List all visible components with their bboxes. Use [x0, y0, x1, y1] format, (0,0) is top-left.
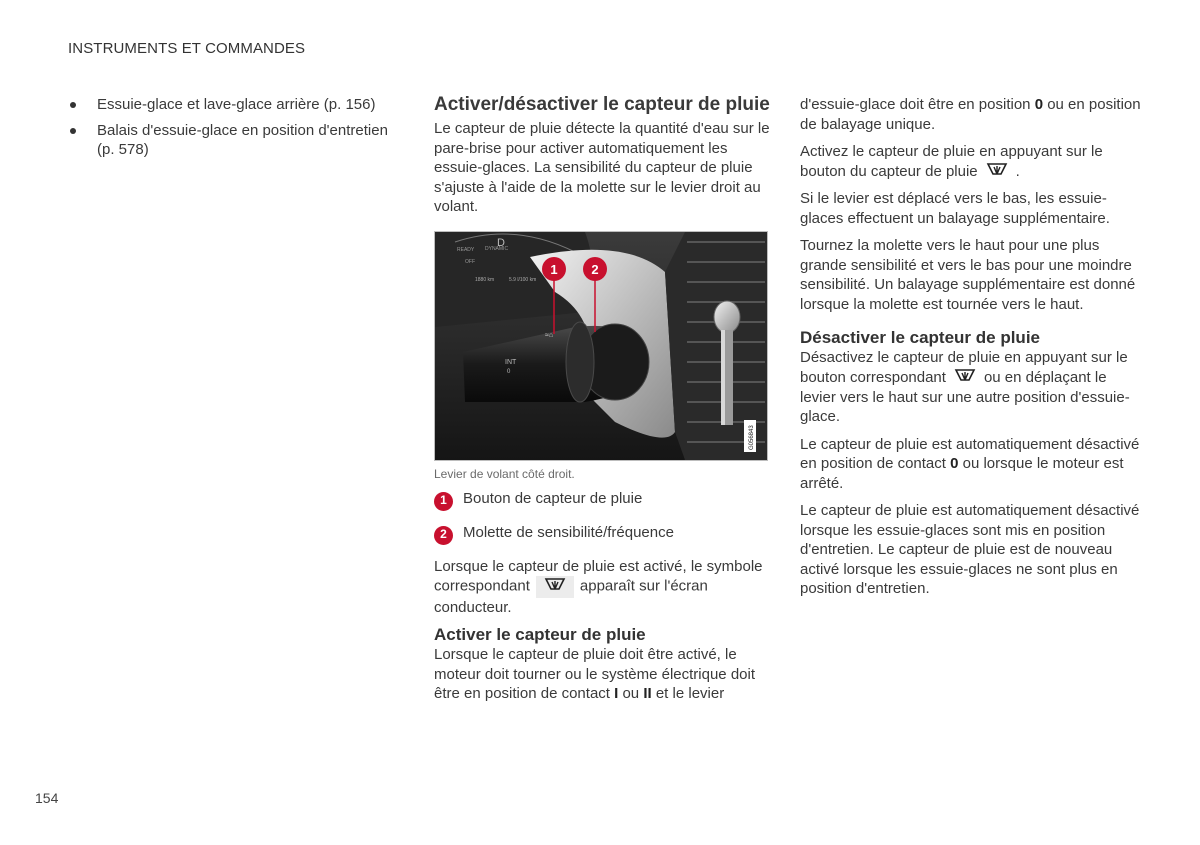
- wiper-position-0: 0: [1034, 96, 1044, 113]
- rain-sensor-button-icon-2: [946, 368, 984, 388]
- svg-text:OFF: OFF: [465, 258, 475, 265]
- auto-text-1: Le capteur de pluie est automatiquement désactivé en position de contact: [800, 435, 1140, 473]
- svg-text:1880 km: 1880 km: [475, 276, 495, 283]
- activate-text-2: et le levier: [655, 685, 725, 702]
- continued-paragraph: [800, 95, 1145, 134]
- deactivate-subheading: Désactiver le capteur de pluie: [800, 328, 1040, 348]
- callout-text-1: Bouton de capteur de pluie: [463, 489, 643, 507]
- activate-instruction: [800, 142, 1145, 181]
- cont-text-2: ou en position de balayage unique.: [800, 96, 1141, 133]
- deactivate-text-after: ou en déplaçant le levier vers le haut sur une autre position d'essuie-glace.: [800, 368, 1130, 426]
- symbol-text-after: apparaît sur l'écran conducteur.: [434, 577, 708, 616]
- svg-text:D: D: [497, 236, 505, 249]
- rain-sensor-button-icon: [978, 162, 1016, 182]
- section-heading: Activer/désactiver le capteur de pluie: [434, 94, 770, 115]
- figure-caption: Levier de volant côté droit.: [434, 466, 575, 481]
- figure-code: G056843: [749, 424, 755, 450]
- callout-item-2: [434, 523, 774, 545]
- callout-badge-1: 1: [434, 492, 453, 511]
- column-3: [800, 95, 1145, 607]
- auto-text-2: ou lorsque le moteur est arrêté.: [800, 455, 1124, 492]
- svg-text:DYNAMIC: DYNAMIC: [485, 245, 509, 252]
- symbol-text-before: Lorsque le capteur de pluie est activé, le symbole correspondant: [434, 557, 763, 595]
- wheel-paragraph: Tournez la molette vers le haut pour une plus grande sensibilité et vers le bas pour une moindre sensibilité. Un balayage supplémentaire est donné lorsque la molette est tournée vers le haut.: [800, 237, 1136, 313]
- activate-text-1: Lorsque le capteur de pluie doit être activé, le moteur doit tourner ou le système électrique doit être en position de contact: [434, 646, 755, 702]
- activate-instruction-text: Activez le capteur de pluie en appuyant sur le bouton du capteur de pluie: [800, 143, 1103, 180]
- callout-text-2: Molette de sensibilité/fréquence: [463, 523, 674, 541]
- svg-text:≈⌂: ≈⌂: [545, 331, 554, 339]
- related-link-service-position[interactable]: Balais d'essuie-glace en position d'entretien (p. 578): [68, 121, 398, 160]
- ignition-position-0: 0: [950, 455, 959, 473]
- lever-illustration: [434, 231, 768, 461]
- lever-illustration-svg: [435, 232, 767, 460]
- activate-subheading: Activer le capteur de pluie: [434, 625, 646, 644]
- svg-text:READY: READY: [457, 246, 475, 253]
- figure-callout-1: 1: [550, 261, 558, 277]
- intro-paragraph: Le capteur de pluie détecte la quantité d'eau sur le pare-brise pour activer automatiquement les essuie-glaces. La sensibilité du capteur de pluie s'ajuste à l'aide de la molette sur le levier droit au volant.: [434, 120, 770, 215]
- callout-badge-2: 2: [434, 526, 453, 545]
- activate-paragraph: [434, 645, 774, 704]
- rain-sensor-icon: [536, 576, 574, 598]
- cont-text-1: d'essuie-glace doit être en position: [800, 96, 1031, 113]
- deactivate-text-before: Désactivez le capteur de pluie en appuyant sur le bouton correspondant: [800, 349, 1128, 386]
- svg-text:INT: INT: [505, 358, 517, 366]
- activate-text-or: ou: [622, 685, 640, 702]
- symbol-paragraph: [434, 557, 774, 618]
- ignition-position-2: II: [643, 685, 652, 702]
- callout-item-1: [434, 489, 774, 511]
- running-head: INSTRUMENTS ET COMMANDES: [68, 40, 306, 57]
- page-number: 154: [35, 790, 59, 806]
- activate-instruction-end: .: [1015, 162, 1020, 180]
- lever-paragraph: Si le levier est déplacé vers le bas, les essuie-glaces effectuent un balayage supplémentaire.: [800, 190, 1110, 227]
- related-link-rear-wiper[interactable]: Essuie-glace et lave-glace arrière (p. 156): [68, 95, 398, 115]
- auto-deactivate-paragraph: [800, 435, 1145, 494]
- figure-callout-2: 2: [591, 261, 599, 277]
- column-1: [68, 95, 398, 166]
- deactivate-paragraph: [800, 348, 1145, 426]
- column-2: [434, 95, 774, 704]
- ignition-position-1: I: [614, 685, 619, 702]
- svg-text:5.9 l/100 km: 5.9 l/100 km: [509, 276, 537, 283]
- related-links-list: [68, 95, 398, 160]
- svg-text:0: 0: [507, 368, 511, 375]
- service-paragraph: Le capteur de pluie est automatiquement désactivé lorsque les essuie-glaces sont mis en position d'entretien. Le capteur de pluie est de nouveau activé lorsque les essuie-glaces ne sont plus en position d'entretien.: [800, 502, 1140, 598]
